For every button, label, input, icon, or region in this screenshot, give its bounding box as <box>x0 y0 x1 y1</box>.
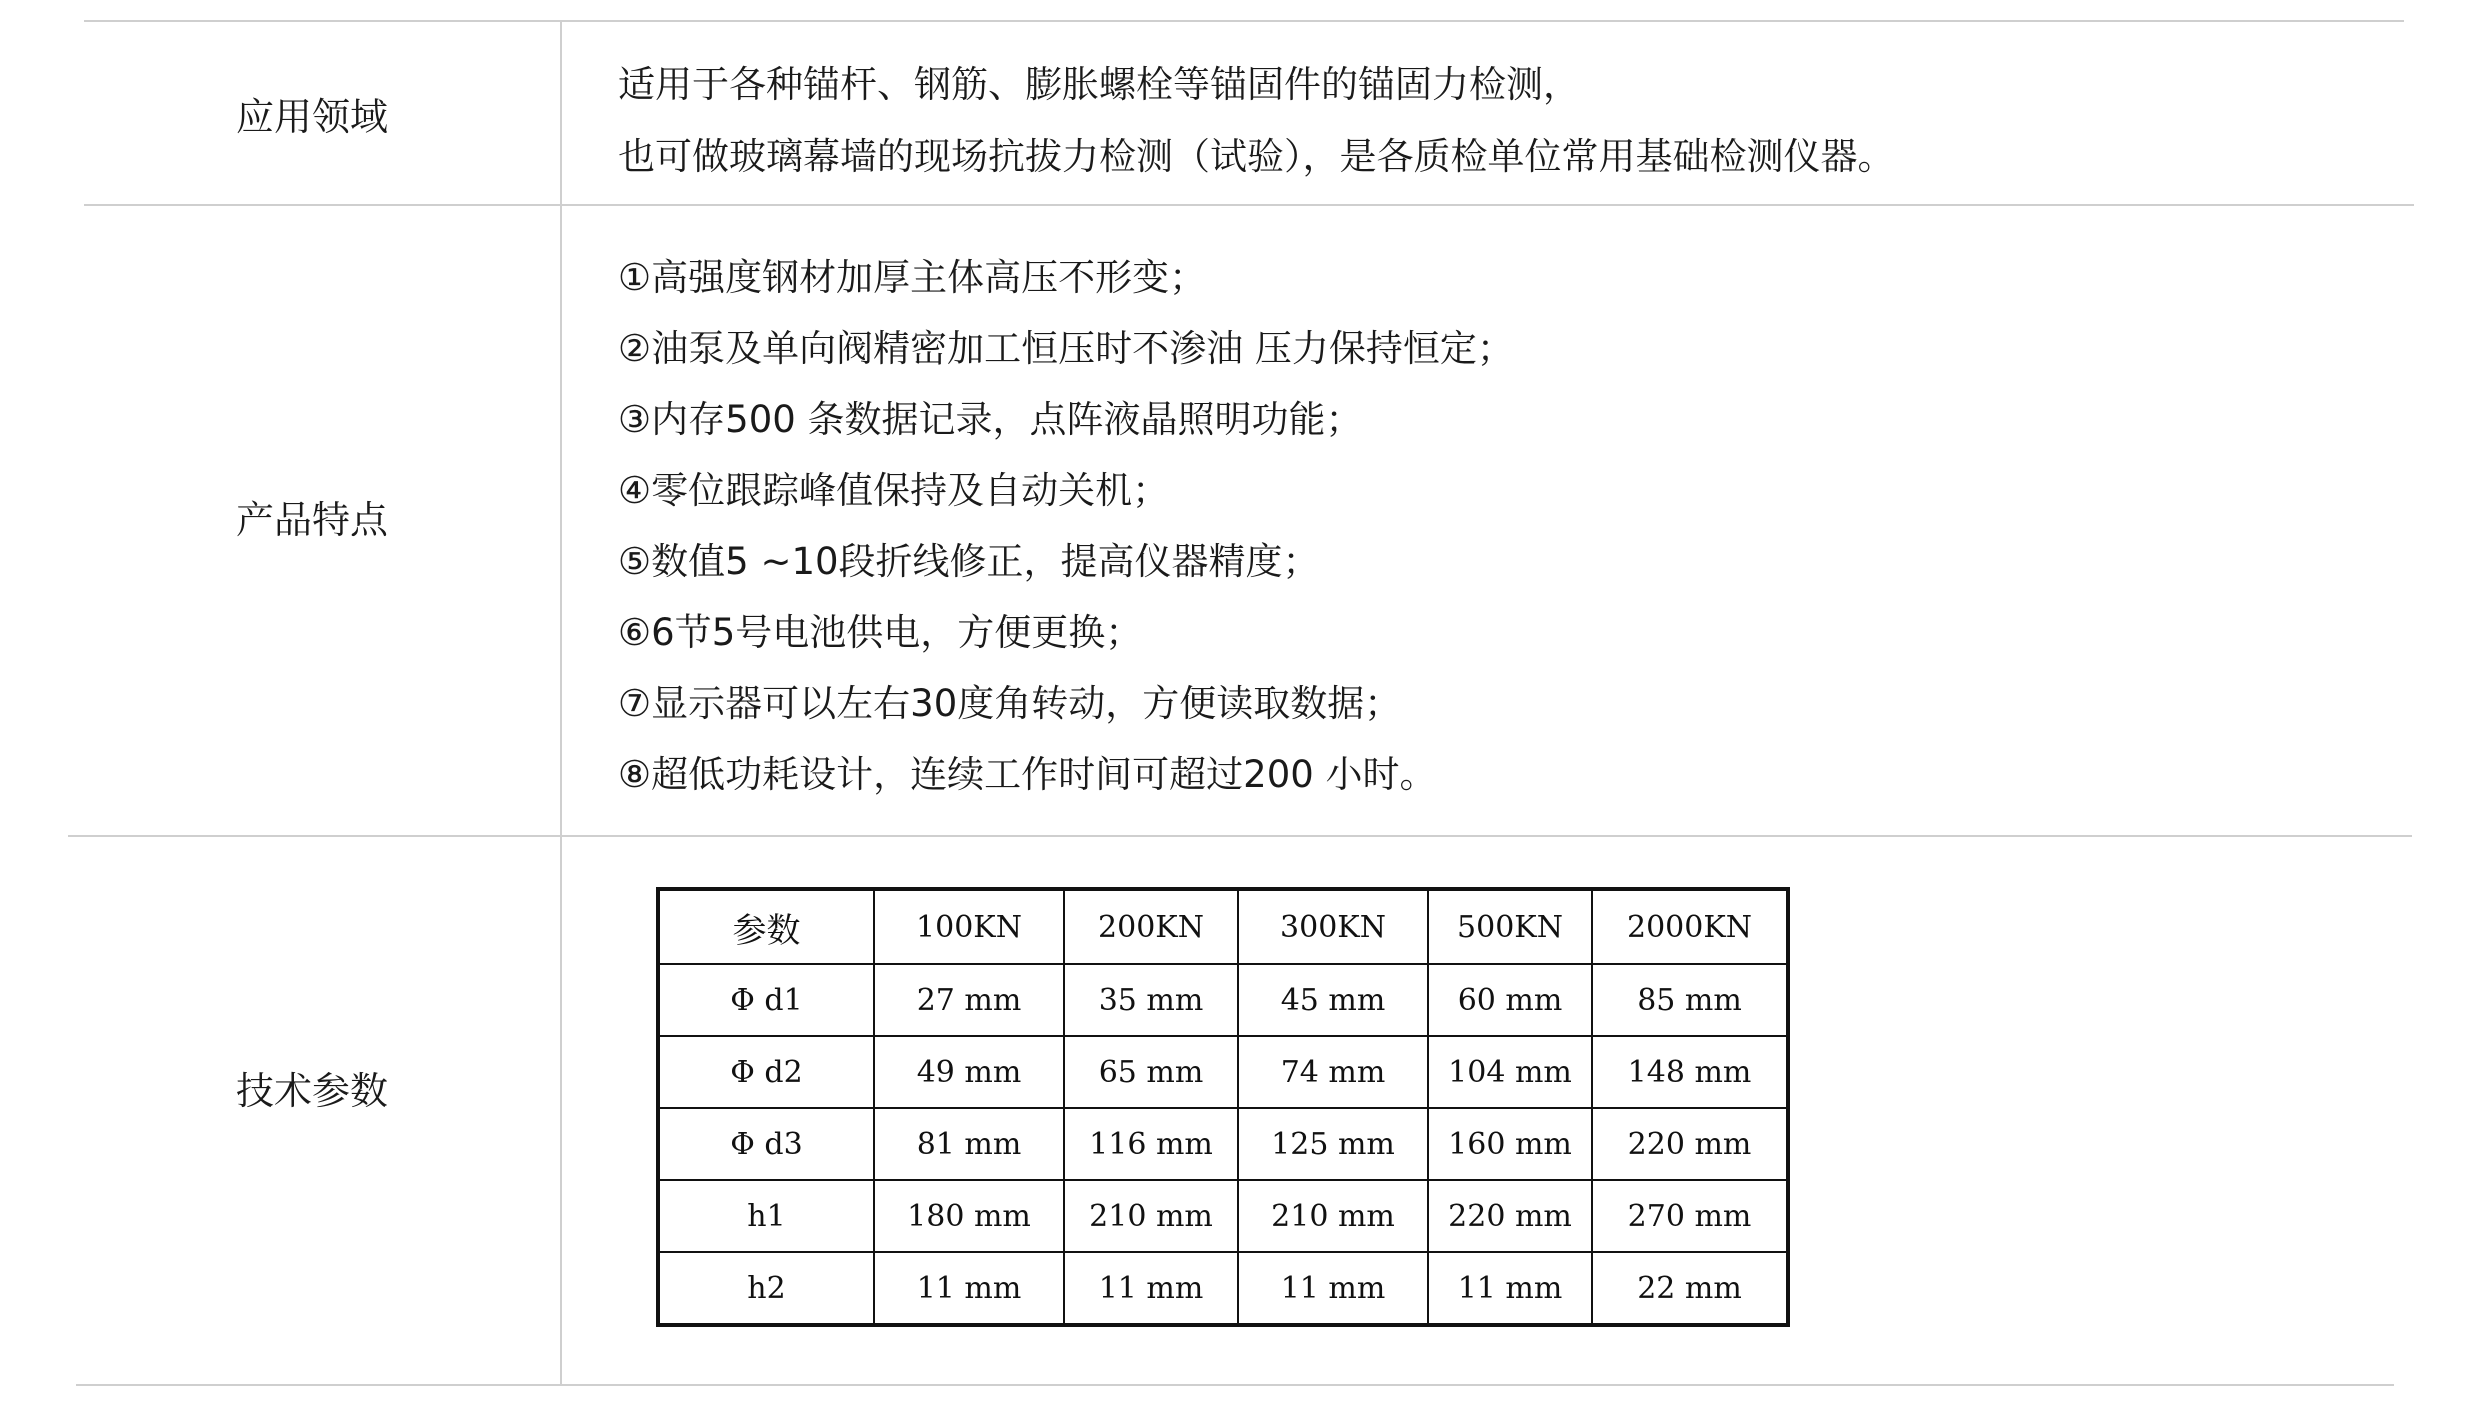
value-cell: 74 mm <box>1238 1036 1428 1108</box>
specs-label: 技术参数 <box>236 1069 389 1113</box>
value-cell: 85 mm <box>1592 964 1788 1036</box>
value-cell: 27 mm <box>874 964 1064 1036</box>
features-list <box>618 248 1514 816</box>
value-cell: 65 mm <box>1064 1036 1238 1108</box>
value-cell: 60 mm <box>1428 964 1592 1036</box>
value-cell: 160 mm <box>1428 1108 1592 1180</box>
header-cell: 200KN <box>1064 889 1238 964</box>
value-cell: 210 mm <box>1064 1180 1238 1252</box>
value-cell: 220 mm <box>1428 1180 1592 1252</box>
table-row <box>658 1036 1788 1108</box>
spec-table-header <box>658 889 1788 964</box>
feature-item: ③内存500 条数据记录，点阵液晶照明功能； <box>618 398 1363 441</box>
value-cell: 125 mm <box>1238 1108 1428 1180</box>
feature-item: ①高强度钢材加厚主体高压不形变； <box>618 256 1207 299</box>
table-row <box>658 1252 1788 1325</box>
table-row <box>658 964 1788 1036</box>
feature-item: ⑧超低功耗设计，连续工作时间可超过200 小时。 <box>618 753 1437 796</box>
value-cell: 11 mm <box>1428 1252 1592 1325</box>
header-cell: 500KN <box>1428 889 1592 964</box>
param-cell: h1 <box>658 1180 874 1252</box>
value-cell: 270 mm <box>1592 1180 1788 1252</box>
divider-top <box>84 20 2404 22</box>
value-cell: 104 mm <box>1428 1036 1592 1108</box>
value-cell: 220 mm <box>1592 1108 1788 1180</box>
header-cell: 300KN <box>1238 889 1428 964</box>
value-cell: 22 mm <box>1592 1252 1788 1325</box>
application-line-1: 适用于各种锚杆、钢筋、膨胀螺栓等锚固件的锚固力检测， <box>618 63 1580 106</box>
value-cell: 35 mm <box>1064 964 1238 1036</box>
column-divider <box>560 20 562 1386</box>
value-cell: 49 mm <box>874 1036 1064 1108</box>
table-row <box>658 1108 1788 1180</box>
feature-item: ②油泵及单向阀精密加工恒压时不渗油 压力保持恒定； <box>618 327 1514 370</box>
param-cell: Φ d1 <box>658 964 874 1036</box>
header-cell: 2000KN <box>1592 889 1788 964</box>
divider-bottom <box>76 1384 2394 1386</box>
features-label: 产品特点 <box>236 498 389 542</box>
feature-item: ④零位跟踪峰值保持及自动关机； <box>618 469 1170 512</box>
value-cell: 116 mm <box>1064 1108 1238 1180</box>
value-cell: 11 mm <box>1064 1252 1238 1325</box>
header-cell: 100KN <box>874 889 1064 964</box>
param-cell: Φ d3 <box>658 1108 874 1180</box>
param-cell: Φ d2 <box>658 1036 874 1108</box>
feature-item: ⑦显示器可以左右30度角转动，方便读取数据； <box>618 682 1402 725</box>
param-cell: h2 <box>658 1252 874 1325</box>
divider-application <box>84 204 2414 206</box>
value-cell: 45 mm <box>1238 964 1428 1036</box>
value-cell: 180 mm <box>874 1180 1064 1252</box>
feature-item: ⑥6节5号电池供电，方便更换； <box>618 611 1143 654</box>
value-cell: 148 mm <box>1592 1036 1788 1108</box>
application-label: 应用领域 <box>236 95 389 139</box>
application-line-2: 也可做玻璃幕墙的现场抗拔力检测（试验），是各质检单位常用基础检测仪器。 <box>618 135 1895 178</box>
header-cell: 参数 <box>658 889 874 964</box>
feature-item: ⑤数值5 ~10段折线修正，提高仪器精度； <box>618 540 1320 583</box>
table-row <box>658 1180 1788 1252</box>
value-cell: 210 mm <box>1238 1180 1428 1252</box>
divider-features <box>68 835 2412 837</box>
value-cell: 11 mm <box>874 1252 1064 1325</box>
value-cell: 11 mm <box>1238 1252 1428 1325</box>
value-cell: 81 mm <box>874 1108 1064 1180</box>
spec-table <box>656 887 1790 1327</box>
